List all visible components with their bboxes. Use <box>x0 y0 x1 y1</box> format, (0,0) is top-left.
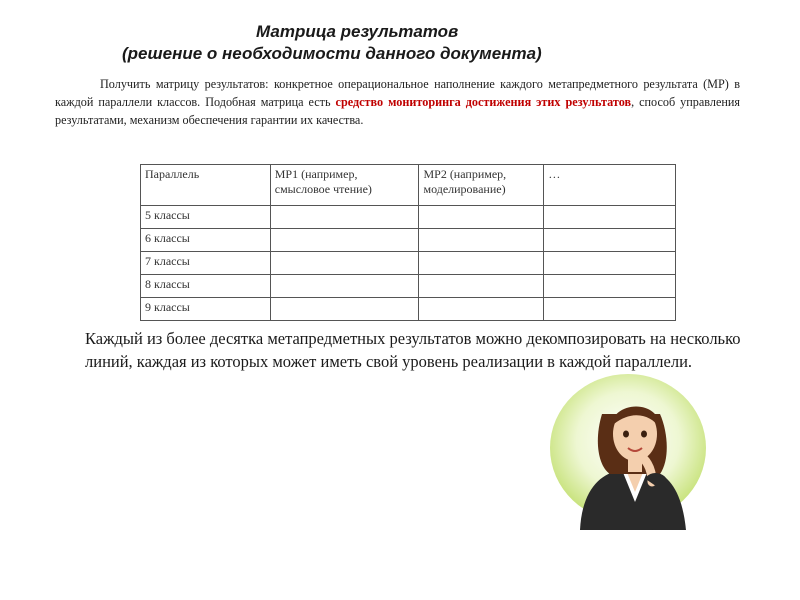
table-cell <box>544 275 676 298</box>
businesswoman-icon <box>540 370 710 530</box>
table-cell: 7 классы <box>141 252 271 275</box>
table-cell <box>270 206 419 229</box>
header-cell: МР1 (например, смысловое чтение) <box>270 165 419 206</box>
table-cell <box>544 298 676 321</box>
table-row <box>141 229 676 252</box>
results-matrix-table <box>140 164 676 321</box>
table-row <box>141 252 676 275</box>
header-cell: Параллель <box>141 165 271 206</box>
table-cell <box>419 252 544 275</box>
table-cell <box>270 252 419 275</box>
table-cell <box>419 229 544 252</box>
intro-text-end: , способ управления результатами, механизм обеспечения гарантии их качества. <box>55 95 741 127</box>
table-cell <box>270 298 419 321</box>
table-cell: 8 классы <box>141 275 271 298</box>
bottom-paragraph: Каждый из более десятка метапредметных результатов можно декомпозировать на несколько линий, каждая из которых может иметь свой уровень реализации в каждой параллели. <box>85 329 741 371</box>
page-subtitle: (решение о необходимости данного документа) <box>122 44 542 63</box>
table-cell <box>544 206 676 229</box>
header-cell: МР2 (например, моделирование) <box>419 165 544 206</box>
table-cell <box>419 206 544 229</box>
table-cell <box>419 298 544 321</box>
intro-text-start: Получить матрицу результатов: конкретное операциональное наполнение каждого метапредметного результата (МР) в каждой параллели классов. Подобная матрица есть <box>55 77 740 109</box>
table-row <box>141 298 676 321</box>
intro-highlight: средство мониторинга достижения этих результатов <box>335 95 632 109</box>
table-cell: 5 классы <box>141 206 271 229</box>
header-cell: … <box>544 165 676 206</box>
page-title: Матрица результатов <box>256 22 459 41</box>
table-cell <box>419 275 544 298</box>
table-row <box>141 275 676 298</box>
table-cell <box>270 275 419 298</box>
intro-paragraph <box>55 75 740 129</box>
table-cell <box>270 229 419 252</box>
table-cell: 6 классы <box>141 229 271 252</box>
table-cell <box>544 229 676 252</box>
table-header-row <box>141 165 676 206</box>
table-cell <box>544 252 676 275</box>
table-row <box>141 206 676 229</box>
table-cell: 9 классы <box>141 298 271 321</box>
